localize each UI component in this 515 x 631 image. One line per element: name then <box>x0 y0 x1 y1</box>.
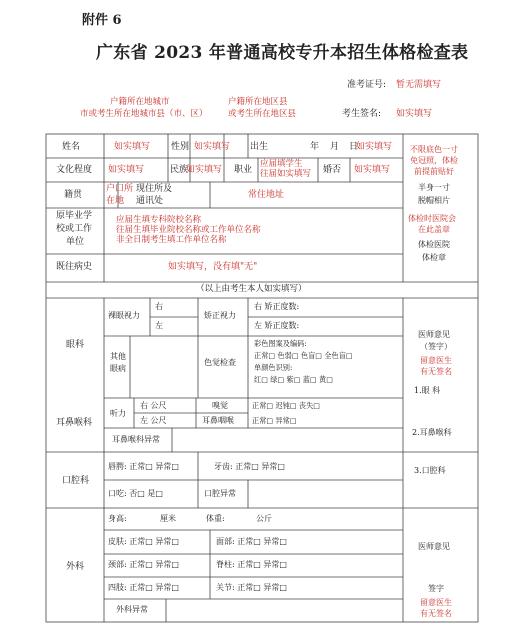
school-label-3: 单位 <box>66 237 85 247</box>
name-value: 如实填写 <box>114 142 151 152</box>
neck-options: 颈部: 正常□ 异常□ <box>108 560 179 569</box>
job-label: 职业 <box>234 165 253 175</box>
marital-label: 婚否 <box>323 165 342 175</box>
signature-value: 如实填写 <box>396 109 433 119</box>
exam-no-label: 准考证号: <box>347 80 387 90</box>
native-value-2: 在地 <box>106 196 125 206</box>
address-label-2: 通讯处 <box>136 196 164 206</box>
naked-vision-label: 裸眼视力 <box>108 311 140 320</box>
school-value-1: 应届生填专科院校名称 <box>116 215 202 225</box>
height-unit: 厘米 <box>160 514 176 523</box>
color-pattern-label: 彩色图案及编码: <box>254 339 307 348</box>
doctor-item-eye: 1.眼 科 <box>414 386 441 395</box>
photo-size: 半身一寸 <box>418 183 450 192</box>
face-options: 面部: 正常□ 异常□ <box>216 537 287 546</box>
note-city-2: 市或考生所在地城市县（市、区） <box>80 109 208 119</box>
surgery-sign-label: 签字 <box>428 584 444 593</box>
ent-section-label: 耳鼻喉科 <box>56 418 93 428</box>
doctor-opinion-label: 医师意见 <box>418 330 450 339</box>
address-label-1: 现住所及 <box>136 184 173 194</box>
attachment-label: 附件 6 <box>82 13 122 28</box>
height-label: 身高: <box>108 514 127 523</box>
hearing-left: 左 公尺 <box>140 416 167 425</box>
note-district-2: 或考生所在地区县 <box>228 109 297 119</box>
month-label: 月 <box>330 142 340 152</box>
job-value-1: 应届填学生 <box>260 159 303 169</box>
signature-label: 考生签名: <box>342 109 382 119</box>
exam-no-value: 暂无需填写 <box>396 80 442 90</box>
doctor-sign-label: （签字） <box>420 342 452 351</box>
marital-value: 如实填写 <box>354 165 391 175</box>
stamp-note-1: 体检时医院会 <box>408 214 456 223</box>
ethnic-value: 如实填写 <box>186 165 223 175</box>
right-correction-label: 右 矫正度数: <box>254 302 300 311</box>
hospital-stamp-2: 体检章 <box>422 253 446 262</box>
photo-note-2: 免冠照，体检 <box>410 156 458 165</box>
school-value-3: 非全日制考生填工作单位名称 <box>116 235 227 245</box>
weight-label: 体重: <box>206 514 225 523</box>
doctor-item-ent: 2.耳鼻喉科 <box>412 428 452 437</box>
smell-options: 正常□ 迟钝□ 丧失□ <box>252 401 321 410</box>
other-eye-1: 其他 <box>110 352 126 361</box>
surgery-sign-note-1: 留意医生 <box>420 598 452 607</box>
doctor-sign-note-1: 留意医生 <box>420 356 452 365</box>
ethnic-label: 民族 <box>170 165 189 175</box>
native-value-1: 户口所 <box>106 184 134 194</box>
photo-note-1: 不限底色一寸 <box>410 145 458 154</box>
hospital-stamp-1: 体检医院 <box>418 240 450 249</box>
day-label: 日 <box>349 142 359 152</box>
gender-value: 如实填写 <box>194 142 231 152</box>
photo-type: 脱帽相片 <box>418 196 450 205</box>
history-label: 既往病史 <box>56 262 93 272</box>
ent-abnormal-label: 耳鼻喉科异常 <box>112 435 160 444</box>
name-label: 姓名 <box>62 142 81 152</box>
other-eye-2: 眼病 <box>110 364 126 373</box>
color-pattern-options: 正常□ 色弱□ 色盲□ 全色盲□ <box>254 351 353 360</box>
school-label-1: 原毕业学 <box>56 211 93 221</box>
single-color-options: 红□ 绿□ 紫□ 蓝□ 黄□ <box>254 375 334 384</box>
hearing-right: 右 公尺 <box>140 401 167 410</box>
surgery-section-label: 外科 <box>66 562 85 572</box>
stutter-options: 口吃: 否□ 是□ <box>108 489 163 498</box>
self-fill-note: （以上由考生本人如实填写） <box>196 284 307 294</box>
note-district-1: 户籍所在地区县 <box>228 97 288 107</box>
joints-options: 关节: 正常□ 异常□ <box>216 583 287 592</box>
gender-label: 性别 <box>171 142 190 152</box>
history-value: 如实填写，没有填"无" <box>168 262 258 272</box>
single-color-label: 单颜色识别: <box>254 363 293 372</box>
left-correction-label: 左 矫正度数: <box>254 321 300 330</box>
limbs-options: 四肢: 正常□ 异常□ <box>108 583 179 592</box>
color-check-label: 色觉检查 <box>204 358 236 367</box>
edu-label: 文化程度 <box>56 165 93 175</box>
page-title: 广东省 2023 年普通高校专升本招生体格检查表 <box>96 43 469 63</box>
throat-options: 正常□ 异常□ <box>252 416 297 425</box>
naked-right-label: 右 <box>155 302 163 311</box>
corrected-vision-label: 矫正视力 <box>204 311 236 320</box>
birth-value: 如实填写 <box>356 142 393 152</box>
edu-value: 如实填写 <box>108 165 145 175</box>
smell-label: 嗅觉 <box>212 401 228 410</box>
photo-note-3: 前提前贴好 <box>414 167 454 176</box>
oral-section-label: 口腔科 <box>62 476 90 486</box>
eye-section-label: 眼科 <box>66 340 85 350</box>
surgery-opinion-label: 医师意见 <box>418 542 450 551</box>
naked-left-label: 左 <box>155 321 163 330</box>
year-label: 年 <box>310 142 320 152</box>
address-value: 常住地址 <box>248 190 285 200</box>
job-value-2: 往届如实填写 <box>260 169 312 179</box>
stamp-note-2: 在此盖章 <box>418 225 450 234</box>
native-label: 籍贯 <box>64 190 83 200</box>
note-city-1: 户籍所在地城市 <box>110 97 170 107</box>
school-label-2: 校或工作 <box>56 224 93 234</box>
hearing-label: 听力 <box>110 409 126 418</box>
spine-options: 脊柱: 正常□ 异常□ <box>216 560 287 569</box>
weight-unit: 公斤 <box>256 514 272 523</box>
oral-abnormal-label: 口腔异常 <box>204 489 236 498</box>
doctor-item-oral: 3.口腔科 <box>414 466 446 475</box>
doctor-sign-note-2: 有无签名 <box>420 367 452 376</box>
school-value-2: 往届生填毕业院校名称或工作单位名称 <box>116 225 261 235</box>
throat-label: 耳鼻咽喉 <box>202 416 234 425</box>
lips-options: 唇腭: 正常□ 异常□ <box>108 462 179 471</box>
surgery-sign-note-2: 有无签名 <box>420 609 452 618</box>
surgery-abnormal-label: 外科异常 <box>116 605 148 614</box>
skin-options: 皮肤: 正常□ 异常□ <box>108 537 179 546</box>
teeth-options: 牙齿: 正常□ 异常□ <box>214 462 285 471</box>
birth-label: 出生 <box>250 142 269 152</box>
